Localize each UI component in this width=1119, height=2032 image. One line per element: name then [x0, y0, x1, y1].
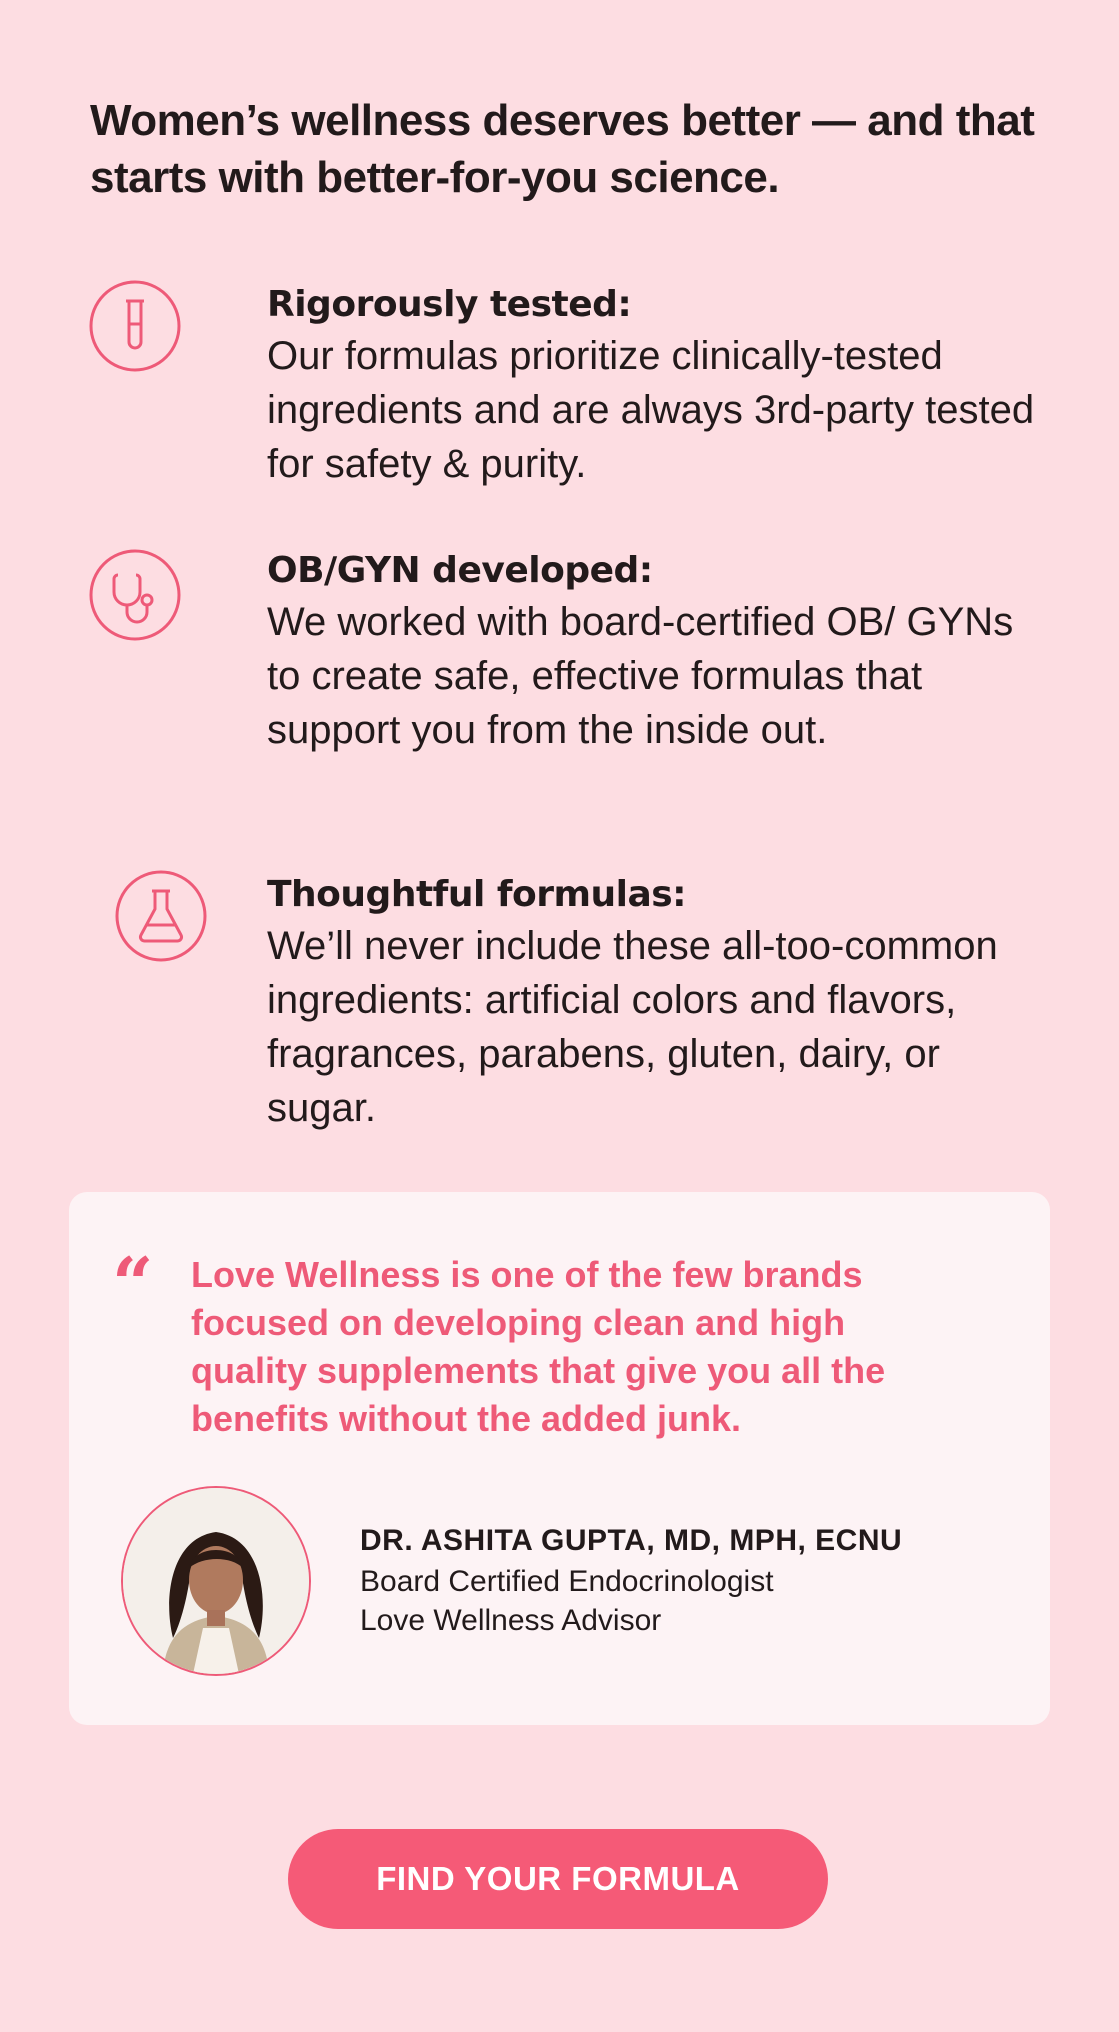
stethoscope-icon	[88, 548, 182, 642]
find-your-formula-button[interactable]: FIND YOUR FORMULA	[288, 1829, 828, 1929]
quote-mark-icon: “	[112, 1241, 154, 1326]
feature-title: Rigorously tested:	[267, 284, 632, 325]
feature-body: We worked with board-certified OB/ GYNs to create safe, effective formulas that support you from the inside out.	[267, 600, 1014, 752]
feature-body: We’ll never include these all-too-common ingredients: artificial colors and flavors, fragrances, parabens, gluten, dairy, or sugar.	[267, 924, 998, 1130]
feature-title: Thoughtful formulas:	[267, 874, 687, 915]
test-tube-icon	[88, 279, 182, 373]
flask-icon	[114, 869, 208, 963]
page-headline: Women’s wellness deserves better — and that starts with better-for-you science.	[90, 96, 1035, 202]
testimonial-quote: Love Wellness is one of the few brands focused on developing clean and high quality supplements that give you all the benefits without the added junk.	[191, 1254, 886, 1439]
advisor-name: DR. ASHITA GUPTA, MD, MPH, ECNU	[360, 1524, 903, 1557]
advisor-title: Board Certified Endocrinologist	[360, 1565, 774, 1598]
avatar	[121, 1486, 311, 1676]
advisor-affiliation: Love Wellness Advisor	[360, 1604, 662, 1637]
feature-body: Our formulas prioritize clinically-tested ingredients and are always 3rd-party tested for safety & purity.	[267, 334, 1035, 486]
feature-title: OB/GYN developed:	[267, 550, 653, 591]
